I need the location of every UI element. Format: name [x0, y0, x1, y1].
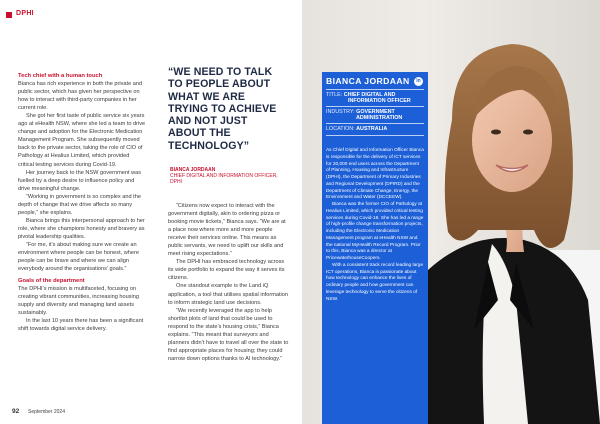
profile-title	[326, 92, 424, 105]
article-paragraph: Her journey back to the NSW government was fuelled by a deep desire to influence policy and drive meaningful change.	[18, 169, 142, 192]
article-paragraph: The DPHI has embraced technology across its wide portfolio to expand the way it serves its citizens.	[168, 259, 285, 282]
issue-date: September 2024	[28, 409, 65, 415]
profile-location	[326, 126, 424, 132]
title-label: TITLE:	[326, 92, 343, 98]
industry-value-cont: ADMINISTRATION	[356, 115, 403, 122]
title-value-cont: INFORMATION OFFICER	[348, 98, 411, 105]
profile-name: BIANCA JORDAAN	[326, 76, 410, 86]
attribution-org: DPHI	[170, 179, 182, 185]
article-paragraph: “Working in government is so complex and the depth of change that we drive affects so many people,” she explains.	[18, 193, 141, 216]
attribution-title: CHIEF DIGITAL AND INFORMATION OFFICER,	[170, 173, 278, 179]
bio-paragraph: As Chief Digital and Information Officer Bianca is responsible for the delivery of ICT services for 20,000 end users across the Department of Planning, Housing and Infrastructure (DPHI), the Department of Primary Industries and Regional Development (DPIRD) and the Department of Climate Change, Energy, the Environment and Water (DCCEEW).	[326, 148, 424, 201]
section-heading: Goals of the department	[18, 278, 85, 285]
article-paragraph: One standout example is the Land iQ application, a tool that utilises spatial information to inform strategic land use decisions.	[168, 283, 289, 306]
bio-paragraph: Bianca was the former CIO of Pathology at Healius Limited, which provided critical testing services during Covid-19. She has led a range of high-profile change transformation projects, including the Electronic Medication Management program at eHealth NSW and the national MyHealth Record Program. Prior to this, Bianca was a director at PricewaterhouseCoopers.	[326, 202, 424, 261]
location-label: LOCATION:	[326, 126, 355, 132]
panel-divider	[326, 135, 424, 136]
publication-name: DPHI	[16, 10, 34, 17]
profile-bio	[326, 148, 424, 303]
publication-mark	[6, 12, 12, 18]
bio-paragraph: With a consistent track record leading large ICT operations, Bianca is passionate about how technology can enhance the lives of ordinary people and how government can leverage technology to serve the citizens of NSW.	[326, 262, 424, 302]
pull-quote: “WE NEED TO TALK TO PEOPLE ABOUT WHAT WE ARE TRYING TO ACHIEVE AND NOT JUST ABOUT THE TECHNOLOGY”	[168, 66, 277, 152]
article-paragraph: She got her first taste of public service six years ago at eHealth NSW, where she led a team to drive change and adoption for the Electronic Medication Management Program. She subsequently moved back to the private sector, taking the role of CIO of Pathology at Healius Limited, which provided critical testing services during Covid-19.	[18, 113, 146, 168]
profile-industry	[326, 109, 424, 122]
panel-divider	[326, 106, 424, 107]
section-heading: Tech chief with a human touch	[18, 73, 103, 79]
attribution-name: BIANCA JORDAAN	[170, 167, 216, 173]
article-paragraph: Bianca has rich experience in both the private and public sector, which has given her perspective on how to interact with third-party companies in her current role.	[18, 81, 143, 112]
article-paragraph: “We recently leveraged the app to help shortlist plots of land that could be used to respond to the state’s housing crisis,” Bianca explains. “This meant that surveyors and planners didn’t have to travel all over the state to find appropriate places for housing; they could narrow down options thanks to AI technology.”	[168, 307, 289, 362]
article-paragraph: “Citizens now expect to interact with the government digitally, akin to ordering pizza or booking movie tickets,” Bianca says. “We are at a place now where more and more people receive their services online. This means as public servants, we need to uplift our skills and meet rising expectations.”	[168, 203, 286, 258]
linkedin-icon[interactable]: in	[414, 77, 423, 86]
panel-divider	[326, 89, 424, 90]
article-paragraph: The DPHI’s mission is multifaceted, focusing on creating vibrant communities, increasing housing supply and diversity and managing land assets sustainably.	[18, 286, 139, 317]
article-paragraph: In the last 10 years there has been a significant shift towards digital service delivery.	[18, 318, 144, 333]
article-paragraph: Bianca brings this interpersonal approach to her role, where she champions honesty and bravery as pivotal leadership qualities.	[18, 217, 145, 240]
panel-divider	[326, 123, 424, 124]
article-column-left	[18, 72, 146, 334]
page-number: 92	[12, 408, 20, 415]
industry-value: GOVERNMENT	[356, 109, 395, 115]
article-paragraph: “For me, it’s about making sure we create an environment where people can be honest, where people can be brave and where we can align everybody around the organisations’ goals.”	[18, 241, 139, 273]
industry-label: INDUSTRY:	[326, 109, 355, 115]
title-value: CHIEF DIGITAL AND	[343, 92, 396, 98]
location-value: AUSTRALIA	[356, 126, 388, 132]
article-column-middle	[168, 202, 290, 363]
quote-attribution	[170, 167, 280, 185]
